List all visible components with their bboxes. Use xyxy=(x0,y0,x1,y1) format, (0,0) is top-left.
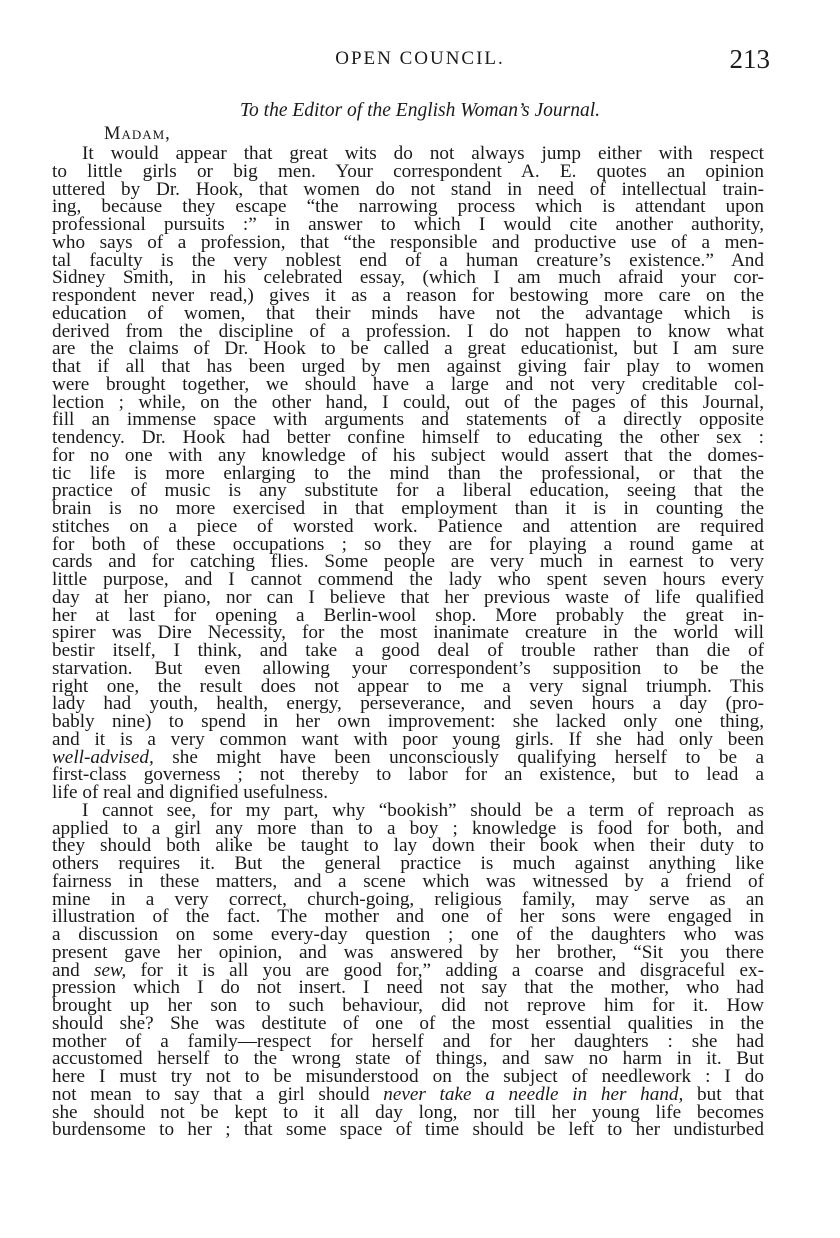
text-line: that if all that has been urged by men against giving fair play to women xyxy=(52,356,764,377)
text-line: and it is a very common want with poor young girls. If she had only been xyxy=(52,728,764,750)
text-line: It would appear that great wits do not always jump either with respect xyxy=(82,143,764,164)
text-line: tal faculty is the very noblest end of a human creature’s existence.” And xyxy=(52,249,764,271)
text-line: bably nine) to spend in her own improvement: she lacked only one thing, xyxy=(52,711,764,732)
text-line: others requires it. But the general practice is much against anything like xyxy=(52,853,764,874)
text-line: uttered by Dr. Hook, that women do not stand in need of intellectual train- xyxy=(52,178,764,200)
text-line: brought up her son to such behaviour, did not reprove him for it. How xyxy=(52,995,764,1016)
text-line: present gave her opinion, and was answered by her brother, “Sit you there xyxy=(52,941,764,963)
text-line: tic life is more enlarging to the mind than the professional, or that the xyxy=(52,462,764,484)
text-line: applied to a girl any more than to a boy ; knowledge is food for both, and xyxy=(52,817,764,839)
text-line: and sew, for it is all you are good for,” adding a coarse and disgraceful ex- xyxy=(52,959,764,981)
text-line: respondent never read,) gives it as a reason for bestowing more care on the xyxy=(52,285,764,306)
text-line: mine in a very correct, church-going, religious family, may serve as an xyxy=(52,888,764,910)
text-line: ing, because they escape “the narrowing process which is attendant upon xyxy=(52,196,764,218)
text-line: stitches on a piece of worsted work. Patience and attention are required xyxy=(52,515,764,537)
text-line: should she? She was destitute of one of the most essential qualities in the xyxy=(52,1012,764,1034)
letter-body xyxy=(52,145,764,1139)
text-line: life of real and dignified usefulness. xyxy=(52,782,328,803)
text-line: little purpose, and I cannot commend the lady who spent seven hours every xyxy=(52,569,764,590)
letter-address: To the Editor of the English Woman’s Journal. xyxy=(239,100,601,121)
text-line: bestir itself, I think, and take a good deal of trouble rather than die of xyxy=(52,640,764,661)
text-line: lection ; while, on the other hand, I could, out of the pages of this Journal, xyxy=(52,391,764,413)
text-line: her at last for opening a Berlin-wool shop. More probably the great in- xyxy=(52,604,764,626)
italic-phrase: sew, xyxy=(94,959,127,981)
text-line: professional pursuits :” in answer to which I would cite another authority, xyxy=(52,214,764,235)
text-line: derived from the discipline of a profession. I do not happen to know what xyxy=(52,320,764,342)
text-line: for both of these occupations ; so they are for playing a round game at xyxy=(52,533,764,555)
text-line: not mean to say that a girl should never take a needle in her hand, but that xyxy=(52,1083,764,1105)
text-line: practice of music is any substitute for a liberal education, seeing that the xyxy=(52,480,764,502)
italic-phrase: well-advised, xyxy=(52,746,154,768)
text-line: first-class governess ; not thereby to labor for an existence, but to lead a xyxy=(52,764,764,786)
text-line: who says of a profession, that “the responsible and productive use of a men- xyxy=(52,231,764,253)
text-line: spirer was Dire Necessity, for the most inanimate creature in the world will xyxy=(52,622,764,644)
page-number: 213 xyxy=(729,44,770,74)
text-line: they should both alike be taught to lay down their book when their duty to xyxy=(52,835,764,857)
text-line: here I must try not to be misunderstood on the subject of needlework : I do xyxy=(52,1066,764,1087)
text-line: day at her piano, nor can I believe that her previous waste of life qualified xyxy=(52,586,764,608)
text-line: were brought together, we should have a large and not very creditable col- xyxy=(52,373,764,395)
text-line: I cannot see, for my part, why “bookish” should be a term of reproach as xyxy=(82,799,764,821)
text-line: burdensome to her ; that some space of time should be left to her undisturbed xyxy=(52,1119,764,1141)
text-line: right one, the result does not appear to me a very signal triumph. This xyxy=(52,675,764,697)
running-title: OPEN COUNCIL. xyxy=(335,48,505,69)
text-line: mother of a family—respect for herself and for her daughters : she had xyxy=(52,1030,764,1052)
text-line: fill an immense space with arguments and statements of a directly opposite xyxy=(52,409,764,431)
letter-salutation: Madam, xyxy=(104,124,171,144)
text-line: cards and for catching flies. Some people are very much in earnest to very xyxy=(52,551,764,573)
text-line: Sidney Smith, in his celebrated essay, (which I am much afraid your cor- xyxy=(52,267,764,289)
text-line: to little girls or big men. Your correspondent A. E. quotes an opinion xyxy=(52,160,764,182)
text-line: starvation. But even allowing your correspondent’s supposition to be the xyxy=(52,657,764,679)
text-line: are the claims of Dr. Hook to be called a great educationist, but I am sure xyxy=(52,338,764,360)
italic-phrase: never take a needle in her hand, xyxy=(383,1083,684,1105)
text-line: for no one with any knowledge of his subject would assert that the domes- xyxy=(52,444,764,466)
text-line: tendency. Dr. Hook had better confine himself to educating the other sex : xyxy=(52,427,764,448)
text-line: accustomed herself to the wrong state of things, and saw no harm in it. But xyxy=(52,1048,764,1070)
text-line: pression which I do not insert. I need not say that the mother, who had xyxy=(52,977,764,999)
text-line: a discussion on some every-day question ; one of the daughters who was xyxy=(52,924,764,945)
text-line: lady had youth, health, energy, perseverance, and seven hours a day (pro- xyxy=(52,693,764,715)
page-header xyxy=(0,44,840,74)
text-line: illustration of the fact. The mother and one of her sons were engaged in xyxy=(52,906,764,928)
text-line: she should not be kept to it all day long, nor till her young life becomes xyxy=(52,1101,764,1123)
text-line: fairness in these matters, and a scene which was witnessed by a friend of xyxy=(52,870,764,892)
text-line: education of women, that their minds have not the advantage which is xyxy=(52,302,764,324)
text-line: well-advised, she might have been unconsciously qualifying herself to be a xyxy=(52,746,764,768)
text-line: brain is no more exercised in that employment than it is in counting the xyxy=(52,498,764,519)
